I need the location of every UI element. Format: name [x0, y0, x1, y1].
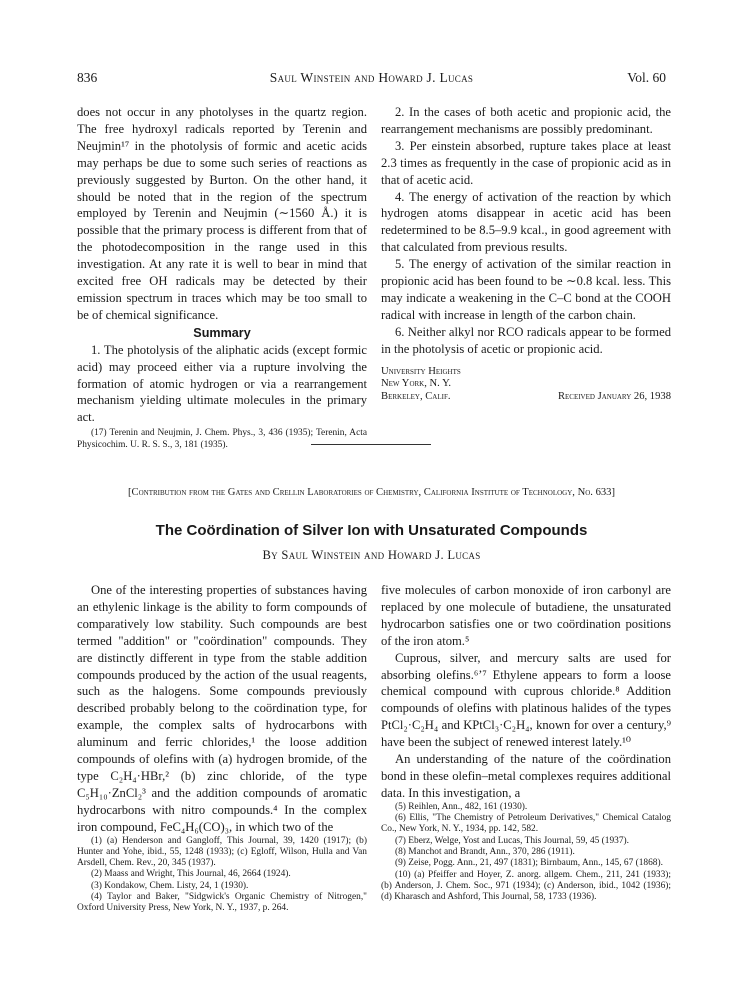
summary-item-6: 6. Neither alkyl nor RCO radicals appear to be formed in the photolysis of acetic or propionic acid.: [381, 324, 671, 356]
footnote-6: (6) Ellis, "The Chemistry of Petroleum Derivatives," Chemical Catalog Co., New York, N. Y., 1934, pp. 142, 582.: [381, 813, 671, 835]
left-column-bottom: [77, 582, 367, 915]
page-header: [77, 70, 666, 88]
footnote-3: (3) Kondakow, Chem. Listy, 24, 1 (1930).: [91, 880, 249, 891]
summary-item-2: 2. In the cases of both acetic and propionic acid, the rearrangement mechanisms are possibly predominant.: [381, 105, 671, 136]
footnote-17: (17) Terenin and Neujmin, J. Chem. Phys., 3, 436 (1935); Terenin, Acta Physicochim. U. R. S. S., 3, 181 (1935).: [77, 428, 367, 450]
summary-item-1: 1. The photolysis of the aliphatic acids (except formic acid) may proceed either via a rupture involving the formation of atomic hydrogen or via a rearrangement mechanism yielding ultimate molecules in the primary act.: [77, 342, 367, 425]
footnote-8: (8) Manchot and Brandt, Ann., 370, 286 (1911).: [395, 846, 575, 857]
affiliation-line-with-date: [381, 391, 671, 404]
paragraph: An understanding of the nature of the coördination bond in these olefin–metal complexes requires additional data. In this investigation, a: [381, 752, 671, 800]
right-column-bottom: [381, 582, 671, 903]
section-divider: [311, 444, 431, 445]
affiliation-line: Berkeley, Calif.: [381, 391, 451, 403]
received-date: Received January 26, 1938: [557, 391, 671, 403]
footnotes: [77, 428, 367, 451]
summary-heading: Summary: [193, 325, 251, 340]
paragraph: One of the interesting properties of substances having an ethylenic linkage is the ability to form compounds of comparatively low stability. Such compounds are best termed "addition" or "coördination" compounds. They are distinctly different in type from the stable addition compounds produced by the action of the usual reagents, such as the halogens. Some compounds previously described probably belong to the coördination type, for example, the complex salts of hydrocarbons with aluminum and ferric chlorides,¹ the loose addition compounds of olefins with (a) hydrogen bromide, of the type C₂H₄·HBr,² (b) zinc chloride, of the type C₅H₁₀·ZnCl₂³ and the addition compounds of aromatic hydrocarbons with nitro compounds.⁴ In the complex iron compound, FeC₄H₆(CO)₃, in which two of the: [77, 583, 367, 834]
summary-item-4: 4. The energy of activation of the reaction by which hydrogen atoms disappear in acetic acid has been redetermined to be 8.5–9.9 kcal., in good agreement with that calculated from previous results.: [381, 189, 671, 255]
footnote-4: (4) Taylor and Baker, "Sidgwick's Organic Chemistry of Nitrogen," Oxford University Press, New York, N. Y., 1937, p. 264.: [77, 892, 367, 914]
footnote-2: (2) Maass and Wright, This Journal, 46, 2664 (1924).: [91, 869, 291, 880]
article-byline: By Saul Winstein and Howard J. Lucas: [262, 548, 481, 562]
paragraph: does not occur in any photolyses in the quartz region. The free hydroxyl radicals reported by Terenin and Neujmin¹⁷ in the photolysis of formic and acetic acids may perhaps be due to some such series of reactions as previously suggested by Burton. On the other hand, it should be noted that in the region of the spectrum employed by Terenin and Neujmin (∼1560 Å.) it is possible that the primary process is different from that of the photodecomposition in the range used in this investigation. At any rate it is well to bear in mind that excited free OH radicals may be detected by their emission spectrum in traces which may be too small to be of chemical significance.: [77, 105, 367, 322]
paragraph: five molecules of carbon monoxide of iron carbonyl are replaced by one molecule of butadiene, the unsaturated hydrocarbon satisfies one or two coördination positions of the iron atom.⁵: [381, 583, 671, 648]
footnote-10: (10) (a) Pfeiffer and Hoyer, Z. anorg. allgem. Chem., 211, 241 (1933); (b) Anderson, J. Chem. Soc., 971 (1934); (c) Anderson, ibid., 1042 (1936); (d) Kharasch and Ashford, This Journal, 58, 1733 (1936).: [381, 869, 671, 903]
contribution-note: [Contribution from the Gates and Crellin Laboratories of Chemistry, California Institute of Technology, No. 633]: [127, 487, 616, 498]
footnote-9: (9) Zeise, Pogg. Ann., 21, 497 (1831); Birnbaum, Ann., 145, 67 (1868).: [395, 858, 663, 869]
left-column-top: [77, 104, 367, 451]
footnote-7: (7) Eberz, Welge, Yost and Lucas, This Journal, 59, 45 (1937).: [395, 835, 630, 846]
affiliation-block: [381, 366, 671, 404]
page-number: 836: [77, 70, 98, 85]
volume-label: Vol. 60: [627, 70, 666, 85]
footnotes: [77, 836, 367, 915]
summary-item-5: 5. The energy of activation of the similar reaction in propionic acid has been found to be ∼0.8 kcal. less. This may indicate a weakening in the C–C bond at the COOH radical with increase in length of the carbon chain.: [381, 257, 671, 322]
paragraph: Cuprous, silver, and mercury salts are used for absorbing olefins.⁶ʼ⁷ Ethylene appears to form a loose chemical compound with cuprous chloride.⁸ Addition compounds of olefins with platinous halides of the types PtCl₂·C₂H₄ and KPtCl₃·C₂H₄, known for over a century,⁹ have been the subject of renewed interest lately.¹⁰: [381, 650, 671, 750]
article-title: The Coördination of Silver Ion with Unsaturated Compounds: [155, 522, 588, 539]
affiliation-line: New York, N. Y.: [381, 378, 452, 390]
footnote-5: (5) Reihlen, Ann., 482, 161 (1930).: [395, 801, 528, 812]
running-title: Saul Winstein and Howard J. Lucas: [269, 70, 474, 85]
summary-item-3: 3. Per einstein absorbed, rupture takes place at least 2.3 times as frequently in the case of propionic acid as in that of acetic acid.: [381, 138, 671, 187]
footnote-1: (1) (a) Henderson and Gangloff, This Journal, 39, 1420 (1917); (b) Hunter and Yohe, ibid., 55, 1248 (1933); (c) Egloff, Wilson, Hulla and Van Arsdell, Chem. Rev., 20, 345 (1937).: [77, 835, 367, 869]
footnotes: [381, 802, 671, 904]
affiliation-line: University Heights: [381, 365, 461, 377]
right-column-top: [381, 104, 671, 404]
